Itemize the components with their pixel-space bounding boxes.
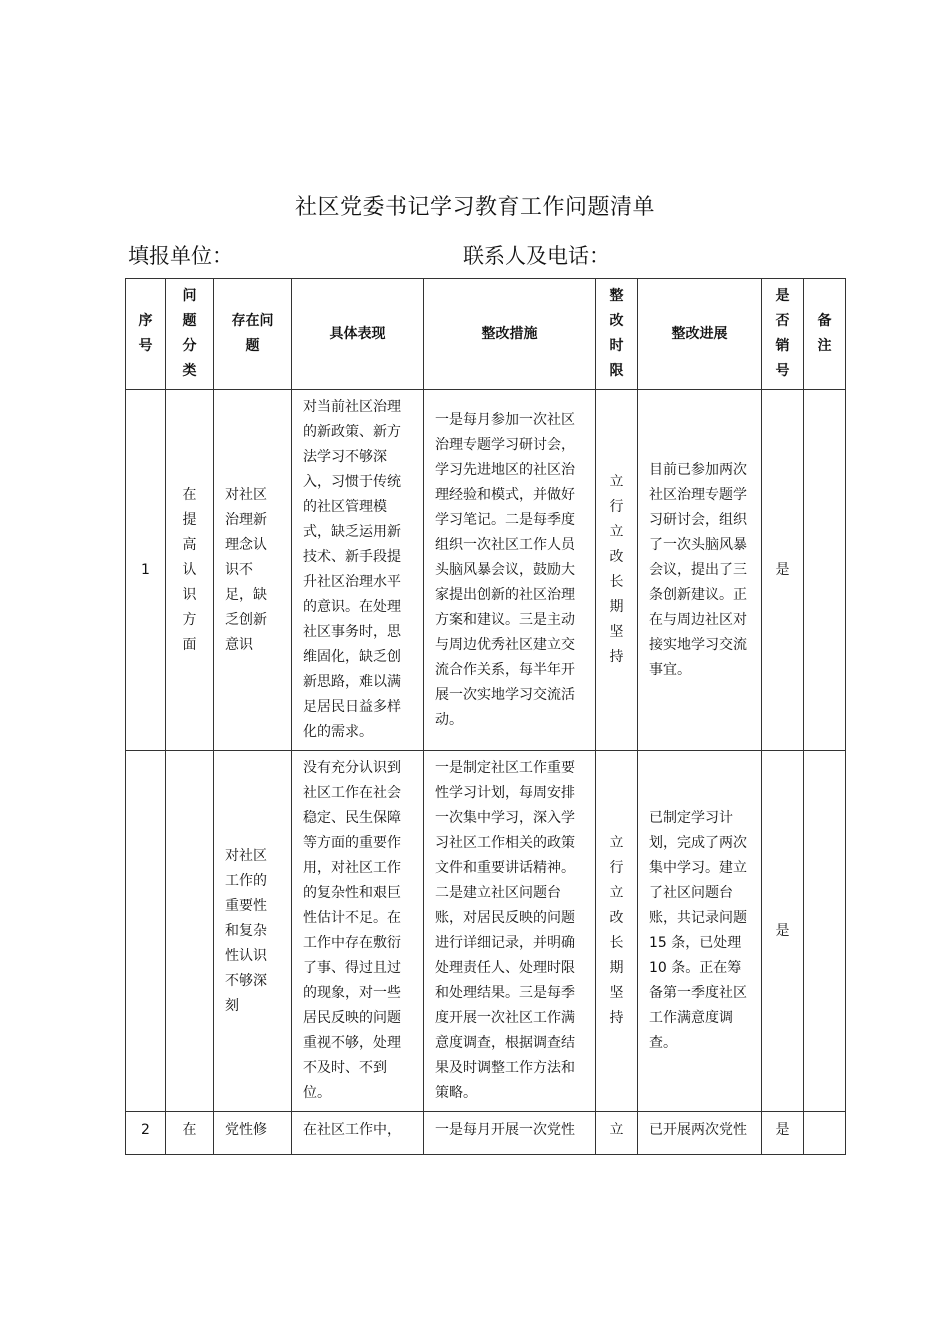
cell-cancelled: 是 — [762, 390, 804, 751]
cell-detail: 对当前社区治理的新政策、新方法学习不够深入，习惯于传统的社区管理模式，缺乏运用新技术、新手段提升社区治理水平的意识。在处理社区事务时，思维固化，缺乏创新思路，难以满足居民日益多样化的需求。 — [292, 390, 424, 751]
cell-issue: 对社区工作的重要性和复杂性认识不够深刻 — [214, 751, 292, 1112]
cell-issue: 对社区治理新理念认识不足，缺乏创新意识 — [214, 390, 292, 751]
cell-progress: 已制定学习计划，完成了两次集中学习。建立了社区问题台账，共记录问题 15 条，已处理 10 条。正在筹备第一季度社区工作满意度调查。 — [638, 751, 762, 1112]
table-header-row — [126, 279, 846, 390]
issue-list-table — [125, 278, 846, 1155]
cell-category — [166, 751, 214, 1112]
header-issue: 存在问题 — [214, 279, 292, 390]
cell-measures: 一是每月开展一次党性 — [424, 1112, 596, 1155]
header-deadline: 整改时限 — [596, 279, 638, 390]
cell-remark — [804, 1112, 846, 1155]
cell-cancelled: 是 — [762, 1112, 804, 1155]
header-measures: 整改措施 — [424, 279, 596, 390]
cell-progress: 目前已参加两次社区治理专题学习研讨会，组织了一次头脑风暴会议，提出了三条创新建议。正在与周边社区对接实地学习交流事宜。 — [638, 390, 762, 751]
header-progress: 整改进展 — [638, 279, 762, 390]
header-category: 问题分类 — [166, 279, 214, 390]
table-row — [126, 751, 846, 1112]
header-remark: 备注 — [804, 279, 846, 390]
header-cancelled: 是否销号 — [762, 279, 804, 390]
cell-detail: 在社区工作中， — [292, 1112, 424, 1155]
cell-measures: 一是制定社区工作重要性学习计划，每周安排一次集中学习，深入学习社区工作相关的政策文件和重要讲话精神。二是建立社区问题台账，对居民反映的问题进行详细记录，并明确处理责任人、处理时限和处理结果。三是每季度开展一次社区工作满意度调查，根据调查结果及时调整工作方法和策略。 — [424, 751, 596, 1112]
cell-issue: 党性修 — [214, 1112, 292, 1155]
cell-seq: 1 — [126, 390, 166, 751]
cell-deadline: 立行立改长期坚持 — [596, 751, 638, 1112]
cell-deadline: 立 — [596, 1112, 638, 1155]
cell-cancelled: 是 — [762, 751, 804, 1112]
cell-deadline: 立行立改长期坚持 — [596, 390, 638, 751]
cell-progress: 已开展两次党性 — [638, 1112, 762, 1155]
page-title: 社区党委书记学习教育工作问题清单 — [294, 195, 655, 220]
cell-seq: 2 — [126, 1112, 166, 1155]
cell-category: 在 — [166, 1112, 214, 1155]
contact-label: 联系人及电话： — [463, 244, 610, 268]
cell-remark — [804, 751, 846, 1112]
header-detail: 具体表现 — [292, 279, 424, 390]
cell-category: 在提高认识方面 — [166, 390, 214, 751]
header-seq: 序号 — [126, 279, 166, 390]
cell-detail: 没有充分认识到社区工作在社会稳定、民生保障等方面的重要作用，对社区工作的复杂性和艰巨性估计不足。在工作中存在敷衍了事、得过且过的现象，对一些居民反映的问题重视不够，处理不及时、不到位。 — [292, 751, 424, 1112]
cell-remark — [804, 390, 846, 751]
table-row — [126, 390, 846, 751]
cell-seq — [126, 751, 166, 1112]
cell-measures: 一是每月参加一次社区治理专题学习研讨会，学习先进地区的社区治理经验和模式，并做好学习笔记。二是每季度组织一次社区工作人员头脑风暴会议，鼓励大家提出创新的社区治理方案和建议。三是主动与周边优秀社区建立交流合作关系，每半年开展一次实地学习交流活动。 — [424, 390, 596, 751]
fill-unit-label: 填报单位： — [128, 244, 233, 268]
table-row — [126, 1112, 846, 1155]
